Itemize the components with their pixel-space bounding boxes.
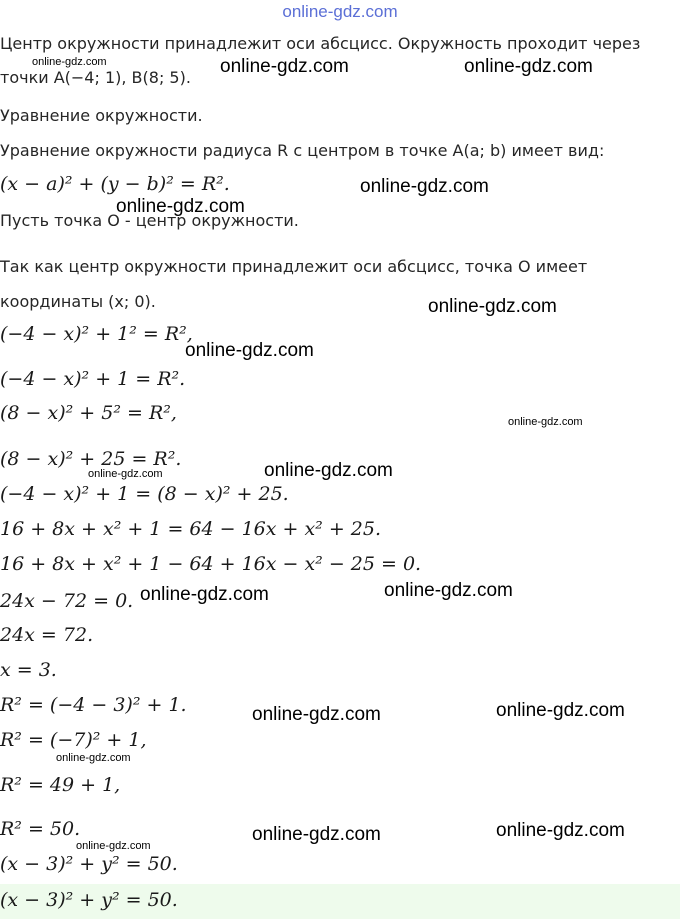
equation-line: R² = (−4 − 3)² + 1. <box>0 694 187 716</box>
watermark: online-gdz.com <box>116 196 245 217</box>
watermark: online-gdz.com <box>140 584 269 605</box>
watermark: online-gdz.com <box>464 56 593 77</box>
equation-line: (−4 − x)² + 1 = R². <box>0 368 186 390</box>
watermark: online-gdz.com <box>185 340 314 361</box>
text-line-3: Уравнение окружности. <box>0 106 203 125</box>
watermark: online-gdz.com <box>428 296 557 317</box>
equation-line: R² = 49 + 1, <box>0 774 121 796</box>
watermark: online-gdz.com <box>32 56 107 68</box>
text-line-7: координаты (x; 0). <box>0 292 156 311</box>
text-line-4: Уравнение окружности радиуса R с центром в точке A(a; b) имеет вид: <box>0 141 605 160</box>
equation-line: (−4 − x)² + 1² = R², <box>0 323 193 345</box>
equation-line: R² = 50. <box>0 818 81 840</box>
watermark: online-gdz.com <box>384 580 513 601</box>
text-line-1: Центр окружности принадлежит оси абсцисс. Окружность проходит через <box>0 34 641 53</box>
equation-line: (−4 − x)² + 1 = (8 − x)² + 25. <box>0 483 289 505</box>
equation-line: (8 − x)² + 5² = R², <box>0 402 177 424</box>
watermark: online-gdz.com <box>76 840 151 852</box>
equation-line: (x − 3)² + y² = 50. <box>0 853 178 875</box>
text-line-2: точки A(−4; 1), B(8; 5). <box>0 68 191 87</box>
watermark: online-gdz.com <box>88 468 163 480</box>
watermark: online-gdz.com <box>508 416 583 428</box>
equation-line: 16 + 8x + x² + 1 = 64 − 16x + x² + 25. <box>0 518 382 540</box>
text-line-5: Пусть точка O - центр окружности. <box>0 211 299 230</box>
watermark: online-gdz.com <box>496 700 625 721</box>
equation-line: x = 3. <box>0 659 57 681</box>
equation-answer: (x − 3)² + y² = 50. <box>0 889 178 911</box>
watermark: online-gdz.com <box>264 460 393 481</box>
watermark: online-gdz.com <box>252 704 381 725</box>
watermark: online-gdz.com <box>56 752 131 764</box>
equation-line: 24x = 72. <box>0 624 94 646</box>
watermark: online-gdz.com <box>220 56 349 77</box>
equation-line: R² = (−7)² + 1, <box>0 729 147 751</box>
watermark: online-gdz.com <box>360 176 489 197</box>
equation-general-form: (x − a)² + (y − b)² = R². <box>0 173 230 195</box>
equation-line: 24x − 72 = 0. <box>0 590 134 612</box>
equation-line: (8 − x)² + 25 = R². <box>0 448 182 470</box>
site-header-watermark: online-gdz.com <box>282 2 398 21</box>
equation-line: 16 + 8x + x² + 1 − 64 + 16x − x² − 25 = 0. <box>0 553 422 575</box>
text-line-6: Так как центр окружности принадлежит оси абсцисс, точка O имеет <box>0 257 588 276</box>
watermark: online-gdz.com <box>252 824 381 845</box>
watermark: online-gdz.com <box>496 820 625 841</box>
